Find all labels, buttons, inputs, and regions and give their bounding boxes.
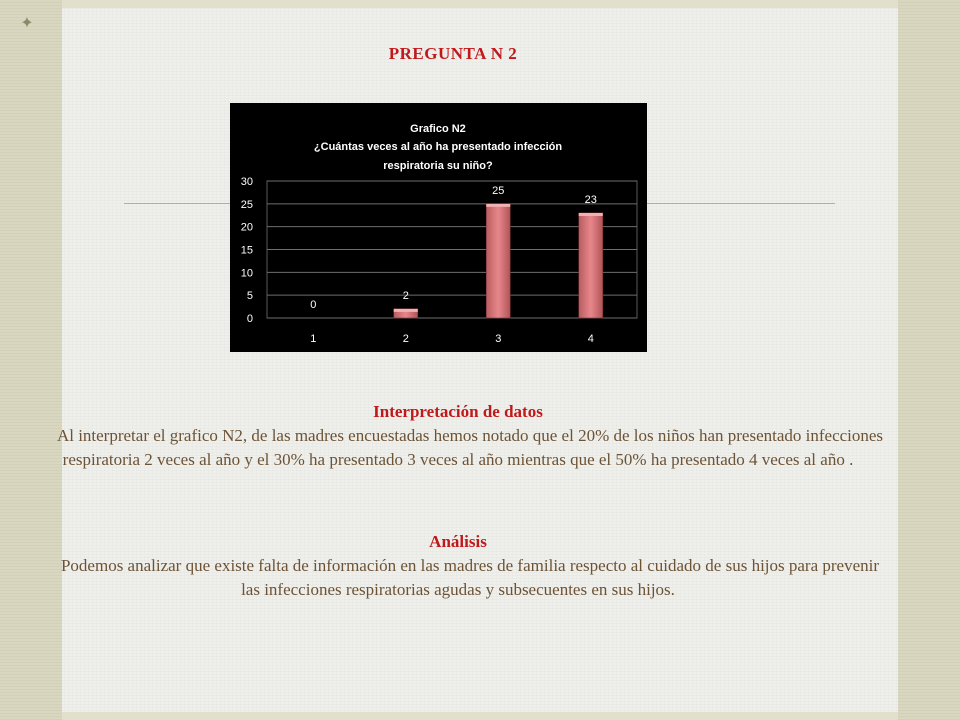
data-label-1: 0 xyxy=(310,299,317,311)
chart-subtitle-line-2: respiratoria su niño? xyxy=(383,160,493,172)
analysis-text: Podemos analizar que existe falta de información en las madres de familia respecto al cuidado de sus hijos para prevenir las infecciones respiratorias agudas y subsecuentes en sus hijos. xyxy=(60,556,880,599)
slide-title: PREGUNTA N 2 xyxy=(388,44,518,63)
right-frame-border xyxy=(898,0,960,720)
divider-line-right xyxy=(647,203,835,204)
x-tick-label-4: 4 xyxy=(587,333,594,345)
y-tick-label-0: 0 xyxy=(246,313,253,325)
bar-4 xyxy=(579,213,603,318)
bottom-frame-border xyxy=(62,712,898,720)
interpretation-heading: Interpretación de datos xyxy=(373,402,543,421)
analysis-section xyxy=(30,530,886,602)
data-label-4: 23 xyxy=(584,193,597,206)
chart-title: Grafico N2 xyxy=(410,123,466,135)
left-frame-border xyxy=(0,0,62,720)
interpretation-text: Al interpretar el grafico N2, de las madres encuestadas hemos notado que el 20% de los niños han presentado infecciones respiratoria 2 veces al año y el 30% ha presentado 3 veces al año mientras que el 50% ha presentado 4 veces al año . xyxy=(56,426,884,469)
analysis-heading: Análisis xyxy=(429,532,487,551)
x-tick-label-1: 1 xyxy=(310,333,317,345)
bar-top-highlight-2 xyxy=(394,309,418,312)
y-tick-label-20: 20 xyxy=(240,221,253,234)
y-tick-label-25: 25 xyxy=(240,198,253,211)
data-label-3: 25 xyxy=(492,184,505,197)
data-label-2: 2 xyxy=(402,289,409,302)
chart-subtitle-line-1: ¿Cuántas veces al año ha presentado infección xyxy=(313,141,563,153)
y-tick-label-10: 10 xyxy=(240,267,253,280)
divider-line-left xyxy=(124,203,230,204)
y-tick-label-5: 5 xyxy=(246,290,253,303)
x-tick-label-2: 2 xyxy=(402,333,409,345)
bar-top-highlight-4 xyxy=(579,213,603,216)
y-tick-label-30: 30 xyxy=(240,176,253,188)
bar-chart-svg xyxy=(230,103,647,352)
interpretation-section xyxy=(30,400,886,472)
bar-top-highlight-3 xyxy=(486,204,510,207)
top-frame-border xyxy=(62,0,898,8)
x-tick-label-3: 3 xyxy=(495,333,502,345)
bar-chart xyxy=(230,103,647,352)
bar-3 xyxy=(486,204,510,318)
four-point-star-icon: ✦ xyxy=(20,13,34,32)
y-tick-label-15: 15 xyxy=(240,244,253,257)
